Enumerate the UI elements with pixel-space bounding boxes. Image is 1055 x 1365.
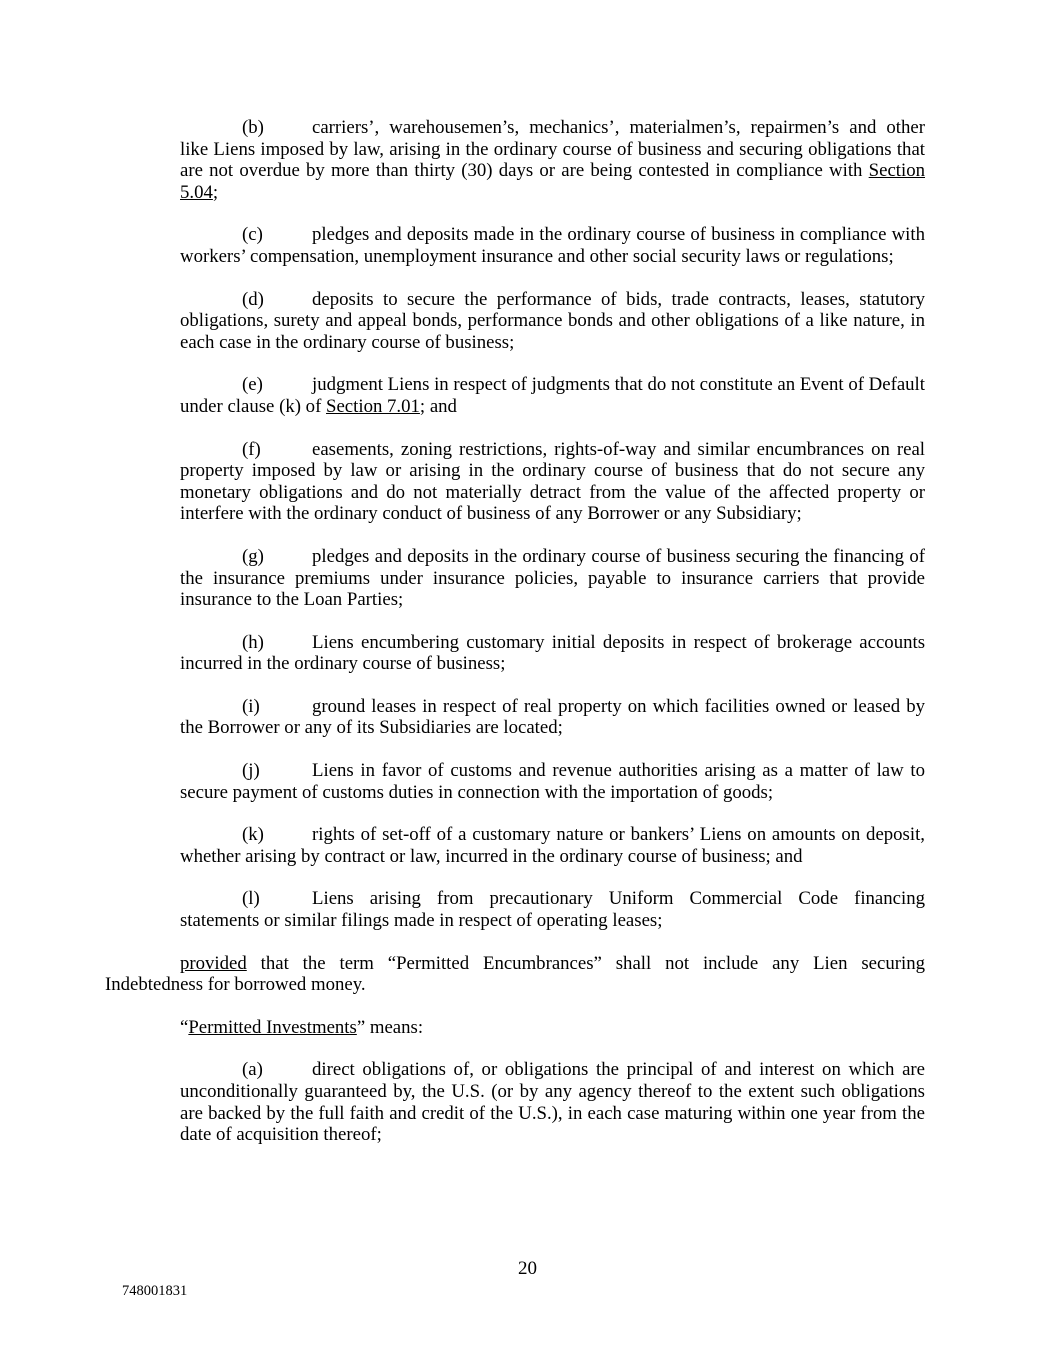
paragraph-l bbox=[180, 888, 925, 931]
clause-text: direct obligations of, or obligations the principal of and interest on which are unconditionally guaranteed by, the U.S. (or by any agency thereof to the extent such obligations are backed by the full faith and credit of the U.S.), in each case maturing within one year from the date of acquisition thereof; bbox=[180, 1059, 925, 1146]
paragraph-j bbox=[180, 760, 925, 803]
proviso-term: provided bbox=[180, 952, 247, 974]
clause-text: ; and bbox=[419, 395, 457, 417]
clause-text: Liens encumbering customary initial deposits in respect of brokerage accounts incurred in the ordinary course of business; bbox=[180, 631, 925, 675]
clause-label-i: (i) bbox=[242, 695, 260, 717]
clause-text: judgment Liens in respect of judgments that do not constitute an Event of Default under clause (k) of bbox=[180, 374, 925, 417]
clause-text: easements, zoning restrictions, rights-of-way and similar encumbrances on real property imposed by law or arising in the ordinary course of business that do not secure any monetary obligations and do not materially detract from the value of the affected property or interfere with the ordinary conduct of business of any Borrower or any Subsidiary; bbox=[180, 438, 925, 525]
clause-label-l: (l) bbox=[242, 888, 260, 910]
clause-label-h: (h) bbox=[242, 631, 264, 653]
paragraph-c bbox=[180, 224, 925, 267]
paragraph-i bbox=[180, 696, 925, 739]
paragraph-h bbox=[180, 632, 925, 675]
paragraph-b bbox=[180, 117, 925, 203]
clause-label-g: (g) bbox=[242, 545, 264, 567]
section-ref-5-04: Section 5.04 bbox=[180, 160, 925, 203]
clause-label-e: (e) bbox=[242, 374, 263, 396]
proviso-text: that the term “Permitted Encumbrances” shall not include any Lien securing Indebtedness for borrowed money. bbox=[105, 952, 925, 996]
clause-text: Liens arising from precautionary Uniform Commercial Code financing statements or similar filings made in respect of operating leases; bbox=[180, 888, 925, 932]
document-id: 748001831 bbox=[122, 1283, 188, 1299]
clause-text: pledges and deposits made in the ordinary course of business in compliance with workers’ compensation, unemployment insurance and other social security laws or regulations; bbox=[180, 224, 925, 267]
paragraph-d bbox=[180, 289, 925, 354]
paragraph-g bbox=[180, 546, 925, 611]
paragraph-f bbox=[180, 439, 925, 525]
clause-label-f: (f) bbox=[242, 438, 261, 460]
clause-text: ; bbox=[212, 181, 219, 203]
clause-label-a: (a) bbox=[242, 1059, 263, 1081]
clause-label-c: (c) bbox=[242, 224, 263, 246]
defined-term: Permitted Investments bbox=[188, 1016, 357, 1038]
clause-text: deposits to secure the performance of bids, trade contracts, leases, statutory obligations, surety and appeal bonds, performance bonds and other obligations of a like nature, in each case in the ordinary course of business; bbox=[180, 288, 925, 353]
paragraph-k bbox=[180, 824, 925, 867]
clause-text: rights of set-off of a customary nature or bankers’ Liens on amounts on deposit, whether arising by contract or law, incurred in the ordinary course of business; and bbox=[180, 824, 925, 867]
section-ref-7-01: Section 7.01 bbox=[326, 395, 420, 417]
clause-label-d: (d) bbox=[242, 288, 264, 310]
clause-text: carriers’, warehousemen’s, mechanics’, materialmen’s, repairmen’s and other like Liens imposed by law, arising in the ordinary course of business and securing obligations that are not overdue by more than thirty (30) days or are being contested in compliance with bbox=[180, 117, 925, 182]
clause-label-j: (j) bbox=[242, 760, 260, 782]
paragraph-a-investments bbox=[180, 1059, 925, 1145]
clause-text: Liens in favor of customs and revenue authorities arising as a matter of law to secure payment of customs duties in connection with the importation of goods; bbox=[180, 760, 925, 803]
paragraph-e bbox=[180, 374, 925, 417]
clause-text: pledges and deposits in the ordinary course of business securing the financing of the insurance premiums under insurance policies, payable to insurance carriers that provide insurance to the Loan Parties; bbox=[180, 545, 925, 611]
heading-text: “ bbox=[180, 1016, 189, 1038]
paragraph-proviso bbox=[105, 953, 925, 996]
clause-text: ground leases in respect of real property on which facilities owned or leased by the Borrower or any of its Subsidiaries are located; bbox=[180, 695, 925, 739]
clause-label-k: (k) bbox=[242, 824, 264, 846]
document-body bbox=[105, 117, 925, 1167]
clause-label-b: (b) bbox=[242, 117, 264, 138]
heading-text: ” means: bbox=[356, 1016, 424, 1038]
page-number: 20 bbox=[518, 1258, 537, 1279]
permitted-investments-heading bbox=[105, 1017, 925, 1039]
